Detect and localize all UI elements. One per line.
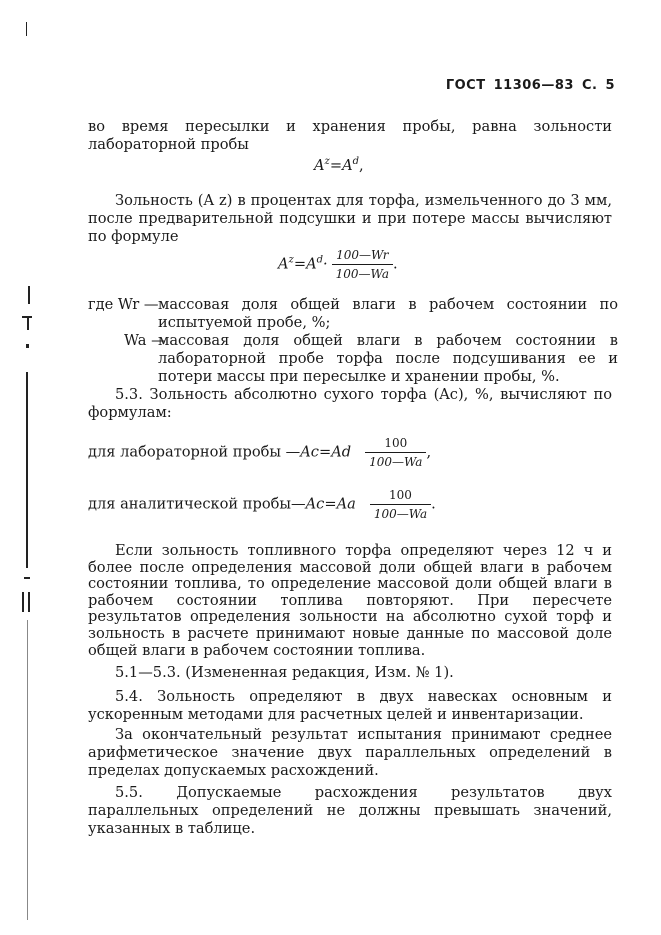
formula-tail: , [426,443,432,461]
formula-dot: · [323,255,328,273]
margin-mark [27,620,28,920]
paragraph-continuation: во время пересылки и хранения пробы, равна зольности лабораторной пробы [88,118,612,153]
paragraph-5-4: 5.4. Зольность определяют в двух навесках основным и ускоренным методами для расчетных целей и инвентаризации. [88,688,612,723]
formula-eq: = [324,495,337,513]
formula-rhs-sup: d [316,254,324,266]
formula-rhs: Aa [336,495,356,513]
formula-lhs: Ac [300,443,319,461]
paragraph-amendment-note: 5.1—5.3. (Измененная редакция, Изм. № 1). [115,664,454,681]
paragraph-repeat-moisture: Если зольность топливного торфа определяют через 12 ч и более после определения массовой доли общей влаги в рабочем состоянии топлива, то определение массовой доли общей влаги в рабочем состоянии топлива повторяют. При пересчете результатов определения зольности на абсолютно сухой торф и зольность в расчете принимают новые данные по массовой доле общей влаги в рабочем состоянии топлива. [88,542,612,659]
margin-mark [26,344,29,348]
margin-mark [24,577,30,579]
margin-mark [28,592,30,612]
formula-tail: , [359,156,364,174]
fraction-denominator: 100—Wa [370,504,431,521]
margin-mark [28,286,30,304]
definitions-list [88,296,618,386]
fraction-denominator: 100—Wa [365,452,426,469]
formula-lhs: Ac [305,495,325,513]
formula-eq: = [293,255,307,273]
definition-text: массовая доля общей влаги в рабочем состоянии по испытуемой пробе, %; [158,296,618,331]
formula-tail: . [393,255,398,273]
formula-lhs-sup: z [324,156,330,167]
formula-rhs: A [306,255,317,273]
formula-eq: = [329,156,343,174]
margin-mark [26,372,28,568]
formula-az-ad [314,156,364,174]
formula-tail: . [431,495,436,513]
margin-mark [27,318,29,330]
formula-lhs: A [314,156,325,174]
formula-az-correction [278,248,398,281]
formula-eq: = [318,443,332,461]
paragraph-ash-content: Зольность (A z) в процентах для торфа, измельченного до 3 мм, после предварительной подсушки и при потере массы вычисляют по формуле [88,192,612,245]
formula-fraction [365,436,426,469]
fraction-denominator: 100—Wa [332,264,393,281]
fraction-numerator: 100—Wr [336,248,389,262]
definition-term: Wa — [124,332,166,349]
formula-rhs: A [342,156,353,174]
paragraph-5-5: 5.5. Допускаемые расхождения результатов двух параллельных определений не должны превышать значений, указанных в таблице. [88,784,612,837]
fraction-numerator: 100 [384,436,408,450]
formula-rhs: Ad [331,443,352,461]
formula-label: для лабораторной пробы — [88,443,301,461]
formula-lhs-sup: z [288,254,294,266]
formula-label: для аналитической пробы— [88,495,306,513]
definition-term: где Wr — [88,296,159,313]
definition-row [88,296,618,332]
formula-fraction [332,248,393,281]
margin-mark [26,22,27,36]
formula-lab-sample [88,436,431,469]
page-header: ГОСТ 11306—83 С. 5 [445,78,615,93]
definition-text: массовая доля общей влаги в рабочем состоянии в лабораторной пробе торфа после подсушивания ее и потери массы при пересылке и хранении пробы, %. [158,332,618,385]
formula-fraction [370,488,431,521]
formula-analytic-sample [88,488,436,521]
margin-mark [22,592,24,612]
fraction-numerator: 100 [389,488,412,502]
formula-rhs-sup: d [352,156,360,167]
paragraph-5-3: 5.3. Зольность абсолютно сухого торфа (Ac), %, вычисляют по формулам: [88,386,612,421]
definition-row [88,332,618,386]
paragraph-final-result: За окончательный результат испытания принимают среднее арифметическое значение двух параллельных определений в пределах допускаемых расхождений. [88,726,612,779]
formula-lhs: A [278,255,289,273]
